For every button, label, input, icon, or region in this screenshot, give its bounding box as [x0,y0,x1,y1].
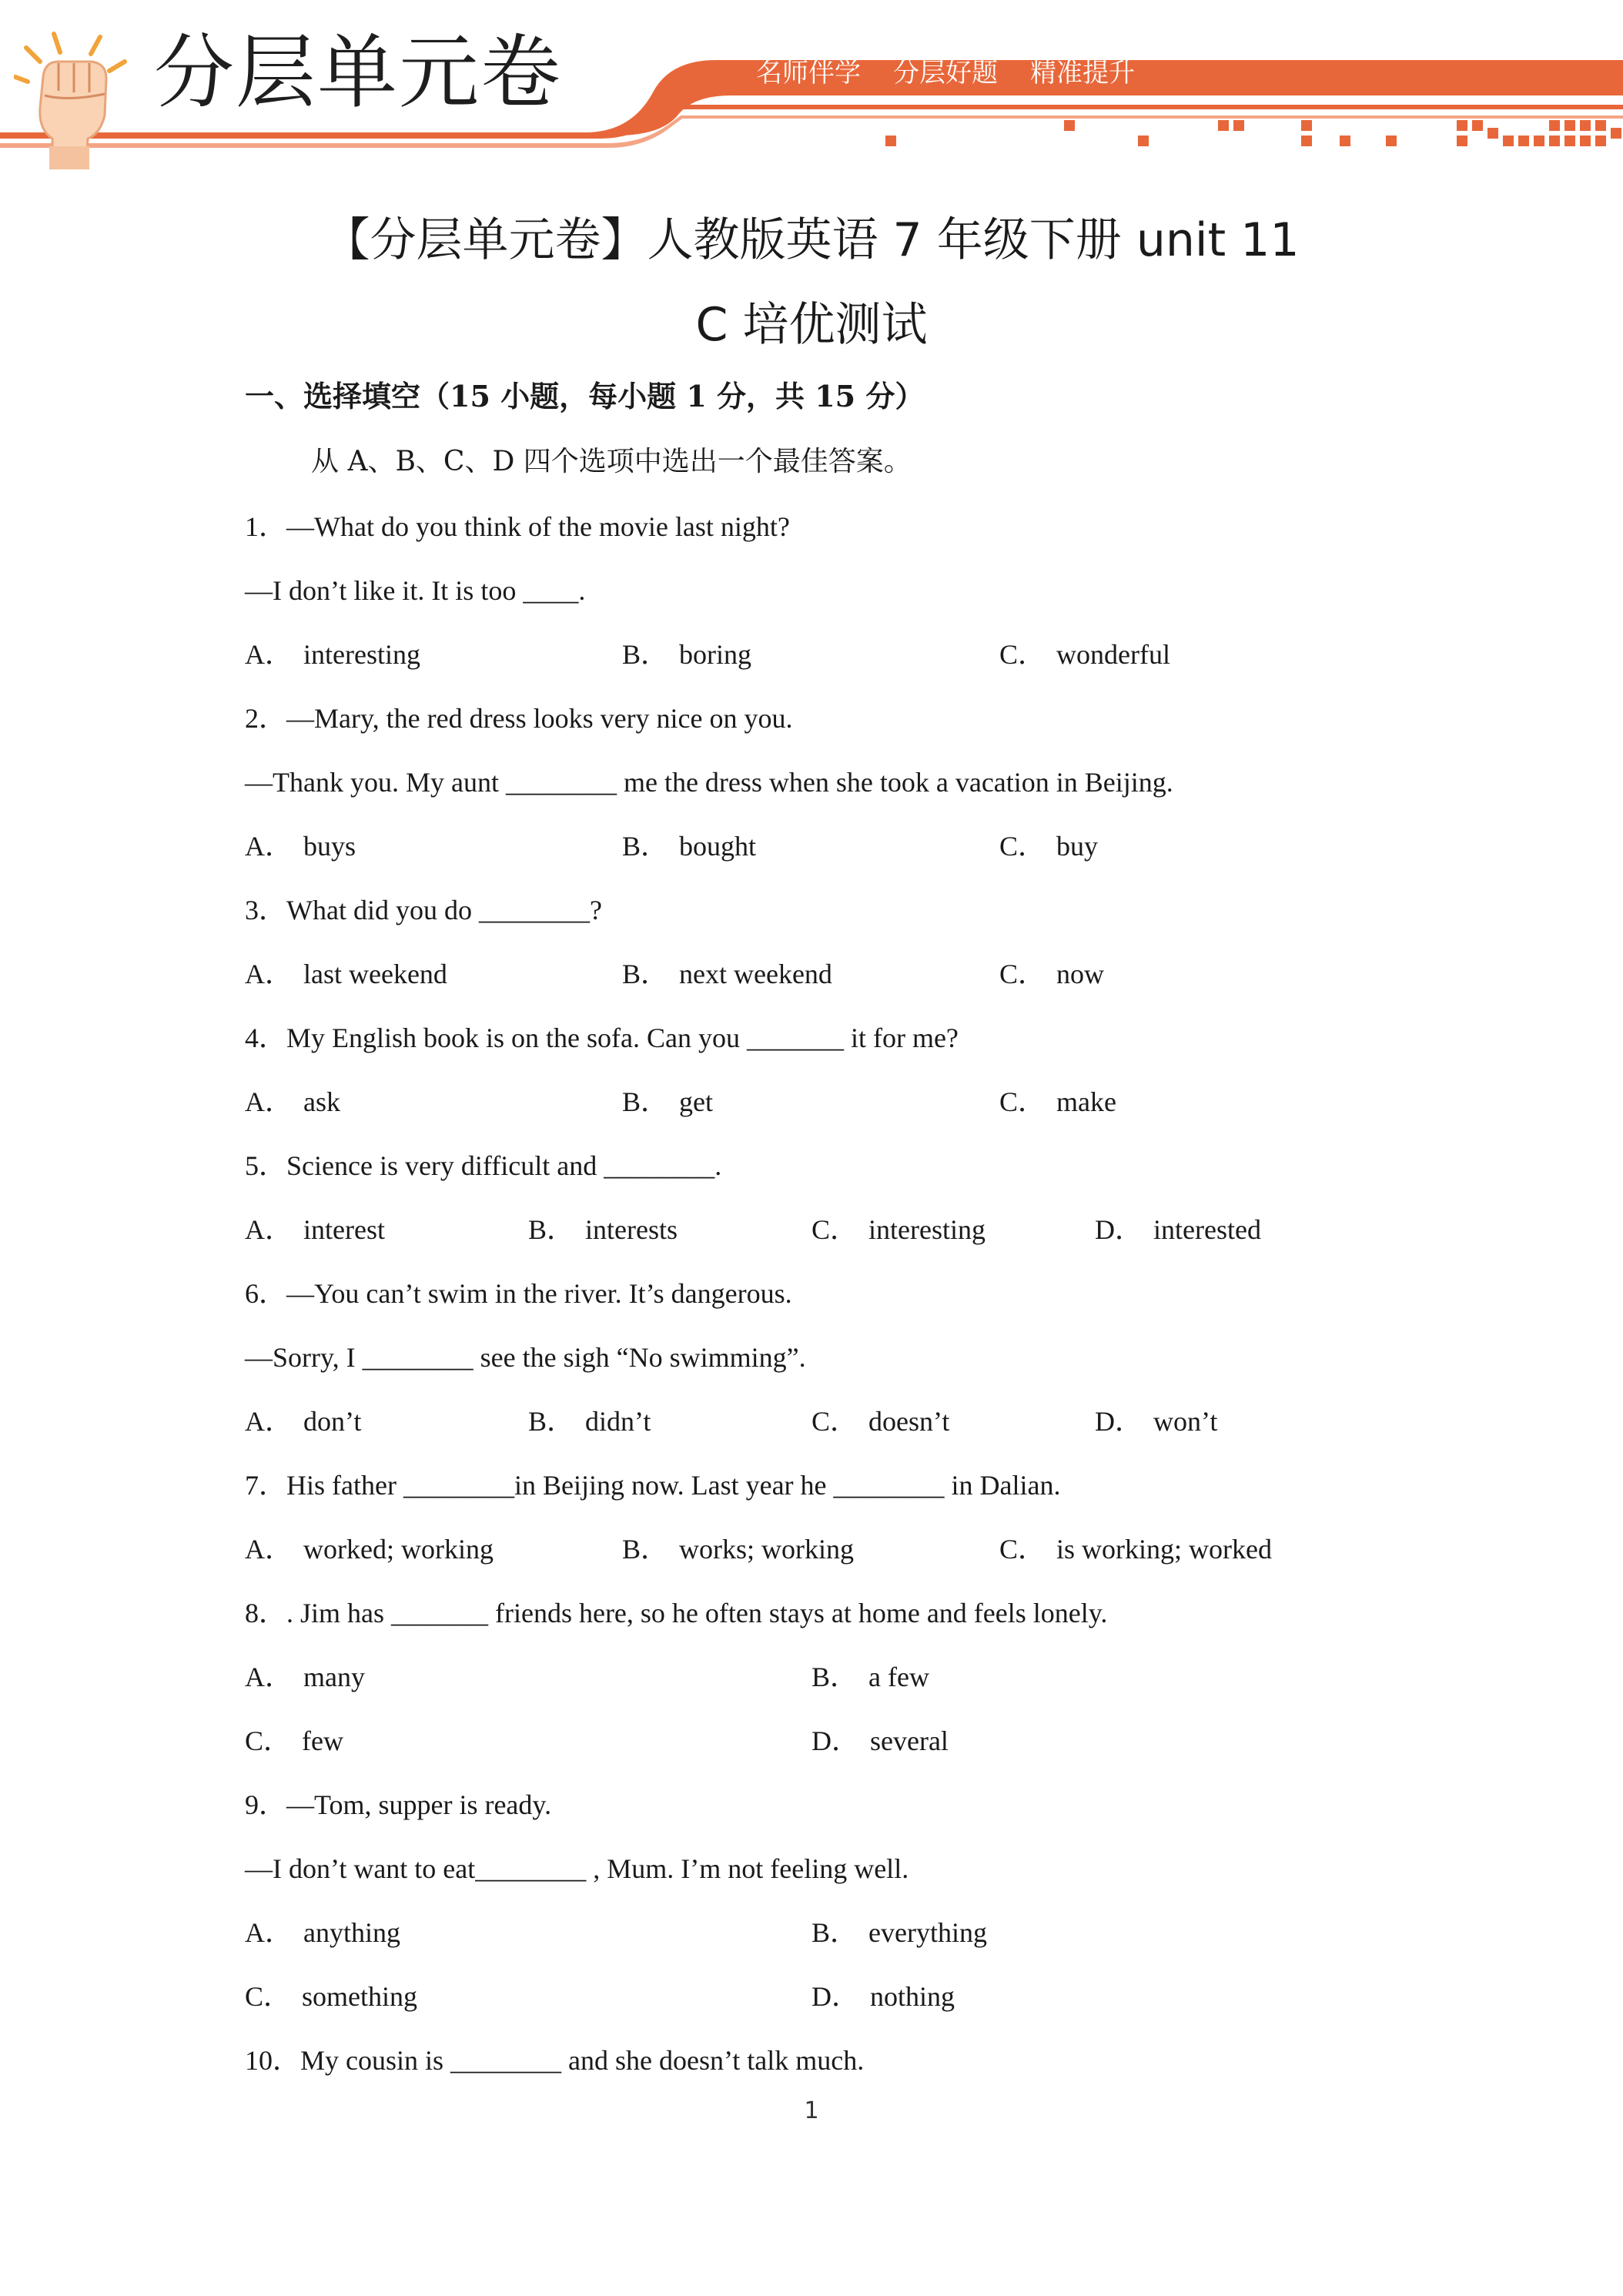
slogan-3: 精准提升 [1030,58,1135,89]
question-2-option-a[interactable]: A． buys [245,831,356,862]
slogan-2: 分层好题 [893,58,998,89]
question-5-option-d[interactable]: D． interested [1095,1214,1261,1245]
question-9-option-d[interactable]: D． nothing [812,1981,955,2012]
question-10-stem: 10．My cousin is ________ and she doesn’t talk much. [245,2045,865,2076]
question-3-option-c[interactable]: C． now [999,959,1105,989]
question-3-stem: 3．What did you do ________? [245,895,602,925]
question-1-option-b[interactable]: B． boring [622,639,752,670]
question-5-stem: 5．Science is very difficult and ________. [245,1150,722,1181]
question-7-stem: 7．His father ________in Beijing now. Last year he ________ in Dalian. [245,1470,1061,1501]
question-8-stem: 8．. Jim has _______ friends here, so he often stays at home and feels lonely. [245,1598,1108,1628]
question-3-option-b[interactable]: B． next weekend [622,959,832,989]
question-9-option-a[interactable]: A． anything [245,1917,400,1948]
section-instruction: 从 A、B、C、D 四个选项中选出一个最佳答案。 [311,446,912,477]
question-5-option-b[interactable]: B． interests [528,1214,678,1245]
question-6-option-b[interactable]: B． didn’t [528,1406,651,1437]
question-1-stem-line2: —I don’t like it. It is too ____. [245,575,586,606]
question-6-option-d[interactable]: D． won’t [1095,1406,1218,1437]
question-1-option-c[interactable]: C． wonderful [999,639,1170,670]
question-6-stem: 6．—You can’t swim in the river. It’s dangerous. [245,1278,792,1309]
question-7-option-c[interactable]: C． is working; worked [999,1534,1272,1565]
question-8-option-a[interactable]: A． many [245,1662,365,1692]
question-6-option-c[interactable]: C． doesn’t [812,1406,950,1437]
question-9-option-b[interactable]: B． everything [812,1917,987,1948]
question-2-option-b[interactable]: B． bought [622,831,757,862]
decorative-squares [885,120,1621,146]
document-subtitle: C 培优测试 [695,298,928,352]
question-5-option-a[interactable]: A． interest [245,1214,385,1245]
question-9-option-c[interactable]: C． something [245,1981,418,2012]
question-8-option-c[interactable]: C． few [245,1725,343,1756]
question-6-stem-line2: —Sorry, I ________ see the sigh “No swimming”. [245,1342,806,1373]
question-2-option-c[interactable]: C． buy [999,831,1099,862]
section-heading: 一、选择填空（15 小题，每小题 1 分，共 15 分） [245,379,925,413]
page-number: 1 [804,2097,819,2124]
slogan-1: 名师伴学 [756,58,861,89]
question-8-option-b[interactable]: B． a few [812,1662,929,1692]
document-title: 【分层单元卷】人教版英语 7 年级下册 unit 11 [323,213,1300,267]
question-4-option-a[interactable]: A． ask [245,1086,340,1117]
header-banner [0,0,1623,169]
fist-logo-icon [14,31,129,169]
brand-title: 分层单元卷 [154,25,563,119]
question-3-option-a[interactable]: A． last weekend [245,959,447,989]
question-1-option-a[interactable]: A． interesting [245,639,420,670]
question-2-stem: 2．—Mary, the red dress looks very nice on you. [245,703,793,734]
question-4-option-b[interactable]: B． get [622,1086,713,1117]
question-9-stem: 9．—Tom, supper is ready. [245,1789,552,1820]
question-4-stem: 4．My English book is on the sofa. Can you _______ it for me? [245,1022,959,1053]
question-5-option-c[interactable]: C． interesting [812,1214,986,1245]
question-1-stem: 1．—What do you think of the movie last night? [245,511,790,542]
question-6-option-a[interactable]: A． don’t [245,1406,362,1437]
question-7-option-b[interactable]: B． works; working [622,1534,855,1565]
question-8-option-d[interactable]: D． several [812,1725,949,1756]
question-4-option-c[interactable]: C． make [999,1086,1116,1117]
question-9-stem-line2: —I don’t want to eat________ , Mum. I’m not feeling well. [245,1853,909,1884]
question-7-option-a[interactable]: A． worked; working [245,1534,494,1565]
question-2-stem-line2: —Thank you. My aunt ________ me the dress when she took a vacation in Beijing. [245,767,1173,798]
